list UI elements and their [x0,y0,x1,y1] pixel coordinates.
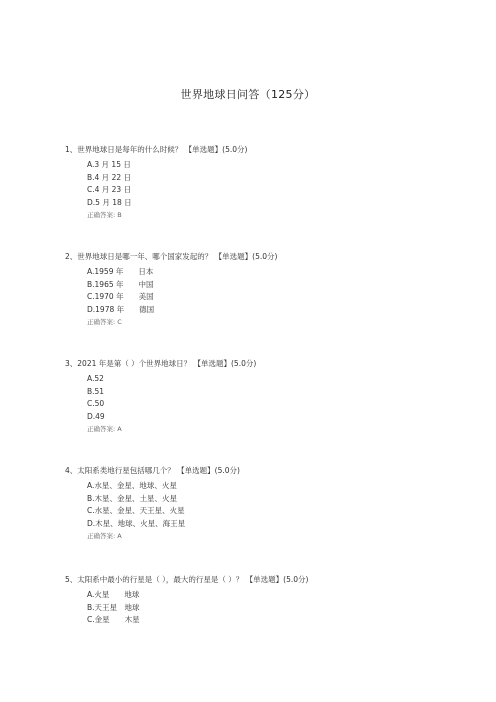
correct-answer: 正确答案: A [87,425,122,434]
correct-answer: 正确答案: A [87,532,122,541]
option-b: B.4 月 22 日 [87,172,131,182]
option-list [0,373,496,423]
option-d: D.49 [87,411,105,421]
correct-answer: 正确答案: C [87,318,122,327]
question-3 [0,356,496,435]
question-stem: 4、太阳系类地行星包括哪几个？ 【单选题】(5.0分) [65,466,240,475]
option-list [0,589,496,627]
option-d: D.木星、地球、火星、海王星 [87,518,186,528]
question-stem: 1、世界地球日是每年的什么时候？ 【单选题】(5.0分) [65,145,248,154]
question-4 [0,463,496,542]
option-d: D.5 月 18 日 [87,197,132,207]
option-a: A.52 [87,374,104,383]
document-title: 世界地球日问答（125分） [180,88,316,101]
option-c: C.1970 年 美国 [87,292,154,302]
option-d: D.1978 年 德国 [87,304,155,314]
option-a: A.火星 地球 [87,590,140,599]
option-c: C.水星、金星、天王星、火星 [87,506,185,516]
option-b: B.木星、金星、土星、火星 [87,493,178,503]
question-stem: 5、太阳系中最小的行星是（ ），最大的行星是（ ）？ 【单选题】(5.0分) [65,575,309,584]
question-1 [0,142,496,221]
option-c: C.4 月 23 日 [87,185,132,195]
option-b: B.天王星 地球 [87,602,140,612]
correct-answer: 正确答案: B [87,211,122,220]
option-list [0,159,496,209]
question-stem: 3、2021 年是第（ ）个世界地球日？ 【单选题】(5.0分) [65,359,257,368]
option-list [0,480,496,530]
option-b: B.51 [87,386,105,396]
question-2 [0,249,496,328]
option-b: B.1965 年 中国 [87,279,154,289]
option-a: A.1959 年 日本 [87,267,154,276]
option-list [0,266,496,316]
question-5 [0,572,496,627]
option-c: C.50 [87,399,105,409]
option-a: A.水星、金星、地球、火星 [87,481,177,490]
option-c: C.金星 木星 [87,615,140,625]
option-a: A.3 月 15 日 [87,160,131,169]
question-stem: 2、世界地球日是哪一年、哪个国家发起的？ 【单选题】(5.0分) [65,252,278,261]
